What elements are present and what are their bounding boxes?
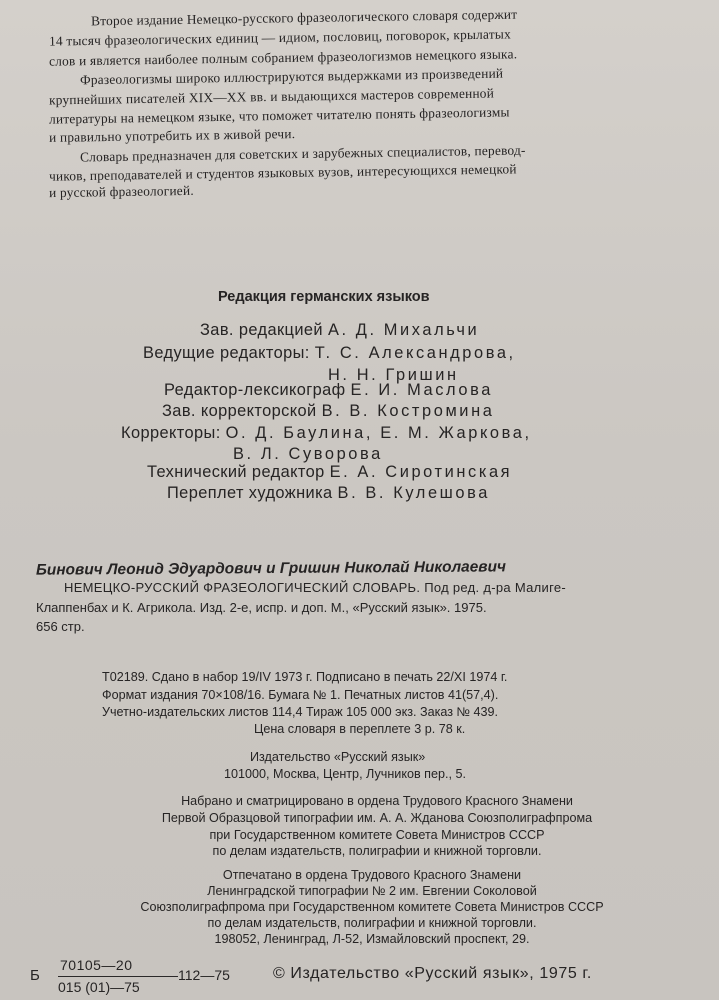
staff-role: Редактор-лексикограф: [164, 381, 346, 399]
typeset-line: при Государственном комитете Совета Министров СССР: [209, 828, 545, 842]
printed-line: Отпечатано в ордена Трудового Красного Знамени: [222, 868, 522, 882]
staff-names: В. В. Костромина: [321, 402, 495, 420]
print-line: Цена словаря в переплете 3 р. 78 к.: [254, 722, 466, 736]
index-denominator: 015 (01)—75: [58, 979, 140, 995]
printed-line: 198052, Ленинград, Л-52, Измайловский проспект, 29.: [214, 932, 530, 946]
staff-role: Зав. редакцией: [200, 321, 323, 339]
staff-role: Ведущие редакторы:: [143, 344, 310, 362]
staff-line: [143, 344, 516, 363]
index-suffix: 112—75: [178, 967, 230, 983]
index-letter: Б: [30, 967, 40, 984]
annotation-line: Словарь предназначен для советских и зарубежных специалистов, перевод-: [79, 142, 526, 165]
fraction-bar: [58, 976, 178, 977]
staff-line: [167, 484, 490, 503]
print-line: Т02189. Сдано в набор 19/IV 1973 г. Подписано в печать 22/XI 1974 г.: [102, 670, 508, 684]
annotation-line: слов и является наиболее полным собранием фразеологизмов немецкого языка.: [48, 46, 518, 69]
bib-line: 656 стр.: [36, 619, 85, 634]
typeset-line: по делам издательств, полиграфии и книжной торговли.: [212, 844, 542, 858]
print-line: Учетно-издательских листов 114,4 Тираж 105 000 экз. Заказ № 439.: [102, 705, 499, 719]
staff-line: [121, 424, 532, 443]
staff-names: А. Д. Михальчи: [327, 321, 480, 339]
annotation-line: Второе издание Немецко-русского фразеологического словаря содержит: [90, 6, 518, 29]
printed-line: по делам издательств, полиграфии и книжной торговли.: [207, 916, 537, 930]
annotation-line: чиков, преподавателей и студентов языковых вузов, интересующихся немецкой: [48, 161, 517, 184]
annotation-line: и русской фразеологией.: [48, 182, 194, 201]
staff-names: В. Л. Суворова: [233, 445, 383, 463]
typeset-line: Набрано и сматрицировано в ордена Трудового Красного Знамени: [181, 794, 573, 808]
staff-role: Корректоры:: [121, 424, 221, 442]
staff-role: Переплет художника: [167, 484, 333, 502]
annotation-line: и правильно употребить их в живой речи.: [48, 126, 296, 145]
authors-line: Бинович Леонид Эдуардович и Гришин Николай Николаевич: [35, 558, 506, 579]
annotation-line: Фразеологизмы широко иллюстрируются выдержками из произведений: [79, 65, 504, 88]
staff-line: [200, 321, 479, 340]
annotation-line: крупнейших писателей XIX—XX вв. и выдающихся мастеров современной: [48, 85, 495, 108]
staff-role: Зав. корректорской: [162, 402, 317, 420]
printed-line: Ленинградской типографии № 2 им. Евгении Соколовой: [207, 884, 537, 898]
index-code: [30, 957, 270, 997]
printed-line: Союзполиграфпрома при Государственном комитете Совета Министров СССР: [140, 900, 604, 914]
bib-line: НЕМЕЦКО-РУССКИЙ ФРАЗЕОЛОГИЧЕСКИЙ СЛОВАРЬ. Под ред. д-ра Малиге-: [64, 580, 567, 595]
staff-role: Технический редактор: [147, 463, 325, 481]
typeset-line: Первой Образцовой типографии им. А. А. Жданова Союзполиграфпрома: [161, 811, 593, 825]
staff-names: О. Д. Баулина, Е. М. Жаркова,: [225, 424, 532, 442]
annotation-line: литературы на немецком языке, что поможет читателю понять фразеологизмы: [48, 104, 510, 127]
editorial-heading: Редакция германских языков: [218, 289, 430, 305]
staff-line: [147, 463, 512, 482]
publisher-name: Издательство «Русский язык»: [250, 750, 426, 764]
annotation-line: 14 тысяч фразеологических единиц — идиом, пословиц, поговорок, крылатых: [48, 26, 512, 49]
staff-names: В. В. Кулешова: [337, 484, 490, 502]
staff-line: [162, 402, 494, 421]
staff-line: [233, 445, 383, 464]
copyright-line: © Издательство «Русский язык», 1975 г.: [273, 965, 592, 982]
staff-names: Т. С. Александрова,: [314, 344, 516, 362]
bib-line: Клаппенбах и К. Агрикола. Изд. 2-е, испр. и доп. М., «Русский язык». 1975.: [36, 600, 487, 615]
publisher-address: 101000, Москва, Центр, Лучников пер., 5.: [224, 767, 466, 781]
index-numerator: 70105—20: [60, 957, 133, 973]
staff-names: Е. И. Маслова: [350, 381, 493, 399]
staff-names: Е. А. Сиротинская: [329, 463, 513, 481]
staff-names: Н. Н. Гришин: [328, 366, 459, 384]
staff-line: [164, 381, 493, 400]
print-line: Формат издания 70×108/16. Бумага № 1. Печатных листов 41(57,4).: [102, 688, 499, 702]
